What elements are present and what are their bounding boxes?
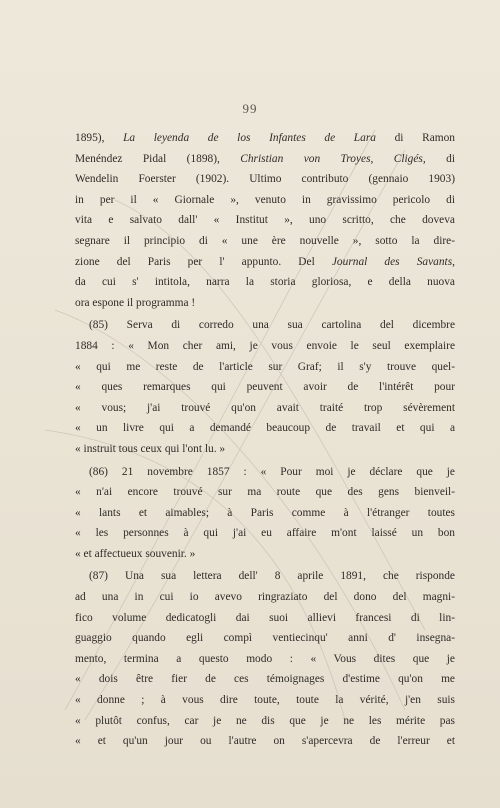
text-line: 1895), La leyenda de los Infantes de Lara di Ramon — [75, 132, 455, 144]
text-line: « un livre qui a demandé beaucoup de travail et qui a — [75, 422, 455, 435]
text-line: Menéndez Pidal (1898), Christian von Troyes, Cligés, di — [75, 152, 455, 165]
note-85-start: (85) Serva di corredo una sua cartolina del dicembre — [89, 319, 455, 332]
text-line: « les personnes à qui j'ai eu affaire m'ont laissé un bon — [75, 527, 455, 540]
text-line: « donne ; à vous dire toute, toute la vérité, j'en suis — [75, 694, 455, 707]
page-number: 99 — [242, 101, 258, 116]
text-line: « vous; j'ai trouvé qu'on avait traité trop sévèrement — [75, 401, 455, 414]
text-line: « dois être fier de ces témoignages d'estime qu'on me — [75, 673, 455, 686]
text-line: segnare il principio di « une ère nouvelle », sotto la dire- — [75, 234, 455, 247]
note-87-start: (87) Una sua lettera dell' 8 aprile 1891, che risponde — [89, 570, 455, 583]
text-line: « qui me reste de l'article sur Graf; il s'y trouve quel- — [75, 360, 455, 373]
text-line: « ques remarques qui peuvent avoir de l'intérêt pour — [75, 381, 455, 394]
text-line: « et affectueux souvenir. » — [75, 547, 196, 560]
text-line: zione del Paris per l' appunto. Del Journal des Savants, — [75, 255, 455, 268]
text-line: « plutôt confus, car je ne dis que je ne les mérite pas — [75, 714, 455, 727]
text-line: in per il « Giornale », venuto in gravissimo pericolo di — [75, 193, 455, 206]
text-line: ad una in cui io avevo ringraziato del dono del magni- — [75, 591, 455, 604]
text-line: vita e salvato dall' « Institut », uno scritto, che doveva — [75, 214, 455, 227]
text-line: « n'ai encore trouvé sur ma route que des gens bienveil- — [75, 486, 455, 499]
body-text — [75, 128, 455, 752]
text-line: da cui s' intitola, narra la storia gloriosa, e della nuova — [75, 276, 455, 289]
text-line: ora espone il programma ! — [75, 296, 196, 309]
text-line: « et qu'un jour ou l'autre on s'apercevra de l'erreur et — [75, 735, 455, 748]
text-line: « lants et aimables; à Paris comme à l'étranger toutes — [75, 506, 455, 519]
text-line: guaggio quando egli compì ventiecinqu' anni d' insegna- — [75, 632, 455, 645]
note-86-start: (86) 21 novembre 1857 : « Pour moi je déclare que je — [89, 465, 455, 478]
text-line: Wendelin Foerster (1902). Ultimo contributo (gennaio 1903) — [75, 173, 455, 186]
text-line: 1884 : « Mon cher ami, je vous envoie le seul exemplaire — [75, 339, 455, 352]
text-line: mento, termina a questo modo : « Vous dites que je — [75, 652, 455, 665]
text-line: « instruit tous ceux qui l'ont lu. » — [75, 442, 226, 455]
text-line: fico volume dedicatogli dai suoi allievi francesi di lin- — [75, 611, 455, 624]
